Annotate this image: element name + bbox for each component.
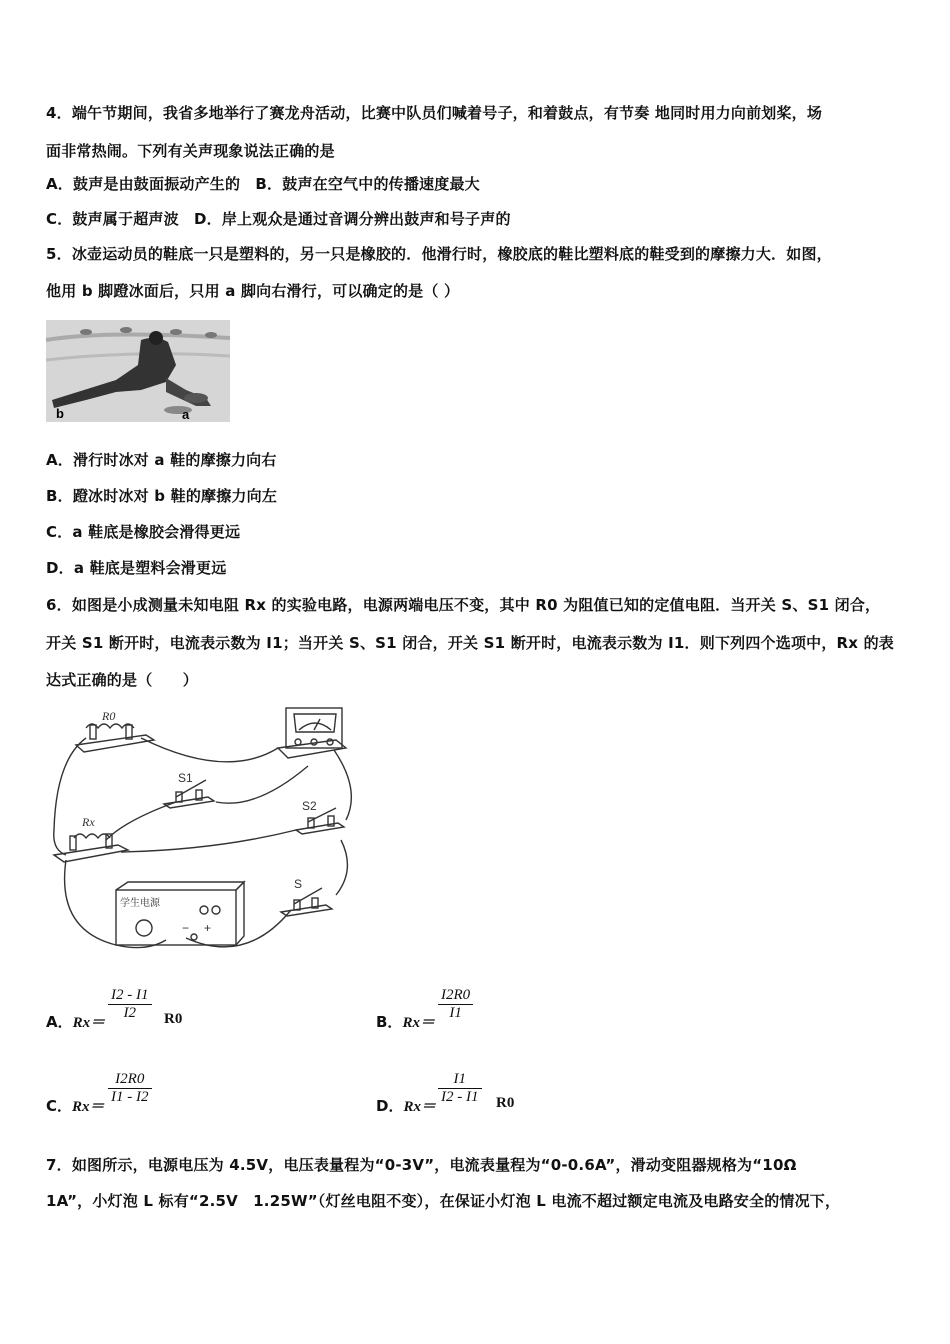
- q6-option-b: [376, 1011, 435, 1032]
- q6-option-a-numerator: I2 - I1: [108, 987, 152, 1005]
- q6-option-c: [46, 1095, 105, 1116]
- label-s2: S2: [302, 799, 317, 813]
- q6-option-c-denominator: I1 - I2: [111, 1089, 149, 1105]
- q6-line3: 达式正确的是（ ）: [46, 671, 199, 689]
- q6-option-c-fraction: [108, 1071, 152, 1106]
- label-r0: R0: [102, 709, 116, 723]
- q6-option-a-lhs: Rx＝: [72, 1015, 106, 1031]
- q4-option-ab: A．鼓声是由鼓面振动产生的 B．鼓声在空气中的传播速度最大: [46, 175, 480, 193]
- q5-line1: 5．冰壶运动员的鞋底一只是塑料的，另一只是橡胶的．他滑行时，橡胶底的鞋比塑料底的鞋受到的摩擦力大．如图，: [46, 245, 832, 263]
- q6-option-d-rhs: R0: [496, 1095, 515, 1111]
- photo-label-a: a: [182, 407, 190, 422]
- q4-option-cd: C．鼓声属于超声波 D．岸上观众是通过音调分辨出鼓声和号子声的: [46, 210, 511, 228]
- q4-line1: 4．端午节期间，我省多地举行了赛龙舟活动，比赛中队员们喊着号子，和着鼓点，有节奏 地同时用力向前划桨，场: [46, 104, 823, 122]
- q4-line2: 面非常热闹。下列有关声现象说法正确的是: [46, 142, 335, 160]
- q6-option-c-lhs: Rx＝: [72, 1099, 105, 1115]
- q6-option-b-denominator: I1: [449, 1005, 462, 1021]
- label-rx: Rx: [82, 815, 95, 829]
- q6-line2: 开关 S1 断开时，电流表示数为 I1；当开关 S、S1 闭合，开关 S1 断开时，电流表示数为 I1．则下列四个选项中，Rx 的表: [46, 634, 894, 652]
- q7-line2: 1A”，小灯泡 L 标有“2.5V 1.25W”（灯丝电阻不变），在保证小灯泡 L 电流不超过额定电流及电路安全的情况下，: [46, 1192, 841, 1210]
- q7-line1: 7．如图所示，电源电压为 4.5V，电压表量程为“0-3V”，电流表量程为“0-0.6A”，滑动变阻器规格为“10Ω: [46, 1156, 797, 1174]
- q5-option-d: D．a 鞋底是塑料会滑更远: [46, 559, 227, 577]
- label-minus: −: [182, 921, 190, 935]
- label-plus: +: [204, 921, 212, 935]
- q6-option-b-fraction: [438, 987, 473, 1022]
- q6-option-c-numerator: I2R0: [108, 1071, 152, 1089]
- q6-option-d-fraction: [438, 1071, 482, 1106]
- label-power: 学生电源: [120, 898, 160, 909]
- q5-option-a: A．滑行时冰对 a 鞋的摩擦力向右: [46, 451, 277, 469]
- label-s1: S1: [178, 771, 193, 785]
- q6-option-a: [46, 1011, 105, 1032]
- photo-label-b: b: [56, 406, 64, 421]
- q6-option-a-rhs: R0: [164, 1011, 183, 1027]
- q6-option-b-letter: B．: [376, 1013, 403, 1031]
- q6-option-c-letter: C．: [46, 1097, 73, 1115]
- q5-option-b: B．蹬冰时冰对 b 鞋的摩擦力向左: [46, 487, 278, 505]
- q5-option-c: C．a 鞋底是橡胶会滑得更远: [46, 523, 241, 541]
- q6-option-a-denominator: I2: [123, 1005, 136, 1021]
- q5-line2: 他用 b 脚蹬冰面后，只用 a 脚向右滑行，可以确定的是（ ）: [46, 282, 460, 300]
- q6-option-d-letter: D．: [376, 1097, 404, 1115]
- q6-option-d-numerator: I1: [438, 1071, 482, 1089]
- label-s: S: [294, 877, 303, 891]
- q6-option-d: [376, 1095, 436, 1116]
- circuit-diagram: [46, 700, 362, 962]
- q6-option-d-lhs: Rx＝: [403, 1099, 436, 1115]
- q6-option-b-lhs: Rx＝: [402, 1015, 435, 1031]
- q6-line1: 6．如图是小成测量未知电阻 Rx 的实验电路，电源两端电压不变，其中 R0 为阻值已知的定值电阻．当开关 S、S1 闭合，: [46, 596, 881, 614]
- q6-option-b-numerator: I2R0: [438, 987, 473, 1005]
- curling-photo: [46, 320, 230, 422]
- q6-option-a-letter: A．: [46, 1013, 73, 1031]
- q6-option-a-fraction: [108, 987, 152, 1022]
- q6-option-d-denominator: I2 - I1: [441, 1089, 479, 1105]
